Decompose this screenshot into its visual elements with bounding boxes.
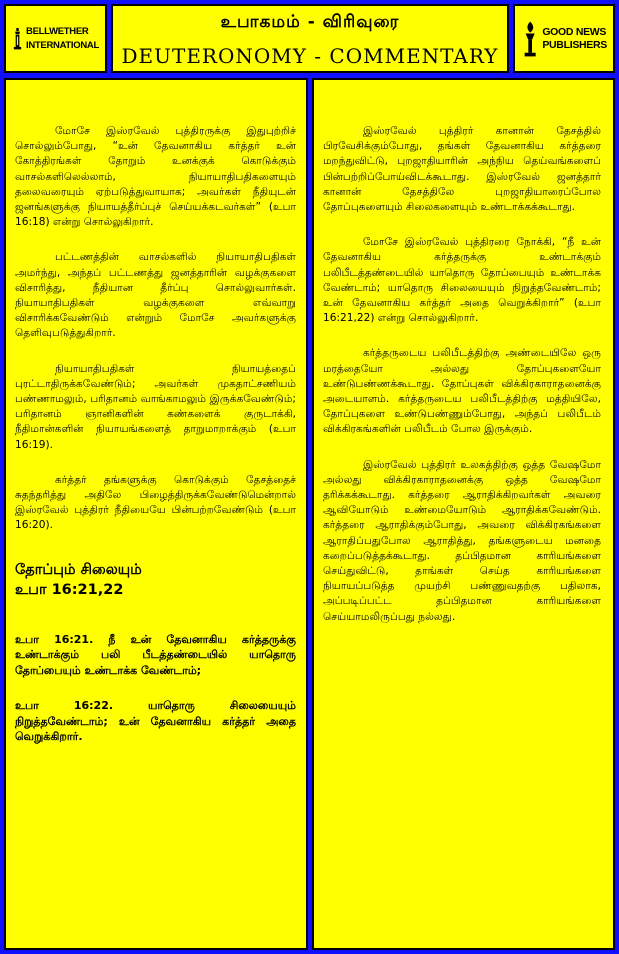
paragraph: இஸ்ரவேல் புத்திரர் உலகத்திற்கு ஒத்த வேஷமோ அல்லது விக்கிரகாராதனைக்கு ஒத்த வேஷமோ தரிக்கக்கூடாது. கர்த்தரை ஆராதிக்கிறவர்கள் அவரை ஆவியோடும் உண்மையோடும் ஆராதிக்கவேண்டும். கர்த்தரை ஆராதிக்கும்போது, அவரை விக்கிரகங்களை ஆராதிப்பதுபோல ஆராதித்து, தங்களுடைய மனதை கறைப்படுத்தக்கூடாது. தப்பிதமான காரியங்களை செய்துவிட்டு, தாங்கள் செய்த காரியங்களை நியாயப்படுத்த முயற்சி பண்ணுவதற்கு பதிலாக, அப்படிப்பட்ட தப்பிதமான காரியங்களை செய்யாமலிருப்பது நல்லது. xyxy=(323,458,601,623)
paragraph: இஸ்ரவேல் புத்திரர் கானான் தேசத்தில் பிரவேசிக்கும்போது, தங்கள் தேவனாகிய கர்த்தரை மறந்துவிட்டு, புறஜாதியாரின் அந்நிய தெய்வங்களைப் பின்பற்றிப்போய்விடக்கூடாது. இஸ்ரவேல் ஜனத்தார் கானான் தேசத்திலே புறஜாதியாரைப்போல தோப்புகளையும் சிலைகளையும் உண்டாக்கக்கூடாது. xyxy=(323,125,601,214)
heading-reference: உபா 16:21,22 xyxy=(15,581,124,598)
logo-line-2: PUBLISHERS xyxy=(542,38,607,51)
logo-line-1: GOOD NEWS xyxy=(542,25,607,38)
paragraph: பட்டணத்தின் வாசல்களில் நியாயாதிபதிகள் அமர்ந்து, அந்தப் பட்டணத்து ஜனத்தாரின் வழக்குகளை விசாரித்து, நீதியான தீர்ப்பு சொல்லுவார்கள். நியாயாதிபதிகள் வழக்குகளை எவ்வாறு விசாரிக்கவேண்டும் என்றும் மோசே அவர்களுக்கு தெளிவுபடுத்துகிறார். xyxy=(15,251,296,340)
title-tamil: உபாகமம் - விரிவுரை xyxy=(220,12,400,32)
good-news-logo xyxy=(513,4,615,73)
logo-line-2: INTERNATIONAL xyxy=(26,39,99,51)
bellwether-logo xyxy=(4,4,107,73)
heading-title: தோப்பும் சிலையும் xyxy=(15,561,142,578)
verse: உபா 16:22. யாதொரு சிலையையும் நிறுத்தவேண்டாம்; உன் தேவனாகிய கர்த்தர் அதை வெறுக்கிறார். xyxy=(15,699,296,744)
torch-icon xyxy=(521,18,539,60)
paragraph: கர்த்தர் தங்களுக்கு கொடுக்கும் தேசத்தைச் சுதந்தரித்து அதிலே பிழைத்திருக்கவேண்டுமென்றால் இஸ்ரவேல் புத்திரர் நீதியையே பின்பற்றவேண்டும் (உபா 16:20). xyxy=(15,473,296,532)
title-english: DEUTERONOMY - COMMENTARY xyxy=(121,44,499,68)
section-heading xyxy=(15,560,296,600)
right-column xyxy=(312,78,615,950)
paragraph: கர்த்தருடைய பலிபீடத்திற்கு அண்டையிலே ஒரு மரத்தையோ அல்லது தோப்புகளையோ உண்டுபண்ணக்கூடாது. தோப்புகள் விக்கிரகாராதனைக்கு அடையாளம். கர்த்தருடைய பலிபீடத்திற்கு மத்தியிலே, தோப்புகளை உண்டுபண்ணும்போது, அந்தப் பலிபீடம் விக்கிரகங்களின் பலிபீடம் போல இருக்கும். xyxy=(323,347,601,436)
paragraph: மோசே இஸ்ரவேல் புத்திரருக்கு இதுபுற்றிச் சொல்லும்போது, “உன் தேவனாகிய கர்த்தர் உன் கோத்திரங்கள் தோறும் உனக்குக் கொடுக்கும் வாசல்களிலெல்லாம், நியாயாதிபதிகளையும் தலைவரையும் ஏற்படுத்துவாயாக; அவர்கள் நீதியுடன் ஜனங்களுக்கு நியாயத்தீர்ப்புச் செய்யக்கடவர்கள்” (உபா 16:18) என்று சொல்லுகிறார். xyxy=(15,125,296,229)
left-column xyxy=(4,78,308,950)
verse: உபா 16:21. நீ உன் தேவனாகிய கர்த்தருக்கு உண்டாக்கும் பலி பீடத்தண்டையில் யாதொரு தோப்பையும் உண்டாக்க வேண்டாம்; xyxy=(15,632,296,677)
paragraph: மோசே இஸ்ரவேல் புத்திரரை நோக்கி, “நீ உன் தேவனாகிய கர்த்தருக்கு உண்டாக்கும் பலிபீடத்தண்டையில் யாதொரு தோப்பையும் உண்டாக்க வேண்டாம்; யாதொரு சிலையையும் நிறுத்தவேண்டாம்; உன் தேவனாகிய கர்த்தர் அதை வெறுக்கிறார்” (உபா 16:21,22) என்று சொல்லுகிறார். xyxy=(323,236,601,325)
logo-line-1: BELLWETHER xyxy=(26,25,89,37)
paragraph: நியாயாதிபதிகள் நியாயத்தைப் புரட்டாதிருக்கவேண்டும்; அவர்கள் முகதாட்சணியம் பண்ணாமலும், பரிதானம் வாங்காமலும் இருக்கவேண்டும்; பரிதானம் ஞானிகளின் கண்களைக் குருடாக்கி, நீதிமான்களின் நியாயங்களைத் தாறுமாறாக்கும் (உபா 16:19). xyxy=(15,362,296,451)
page-header xyxy=(111,4,509,73)
lamp-tower-icon xyxy=(12,19,23,59)
